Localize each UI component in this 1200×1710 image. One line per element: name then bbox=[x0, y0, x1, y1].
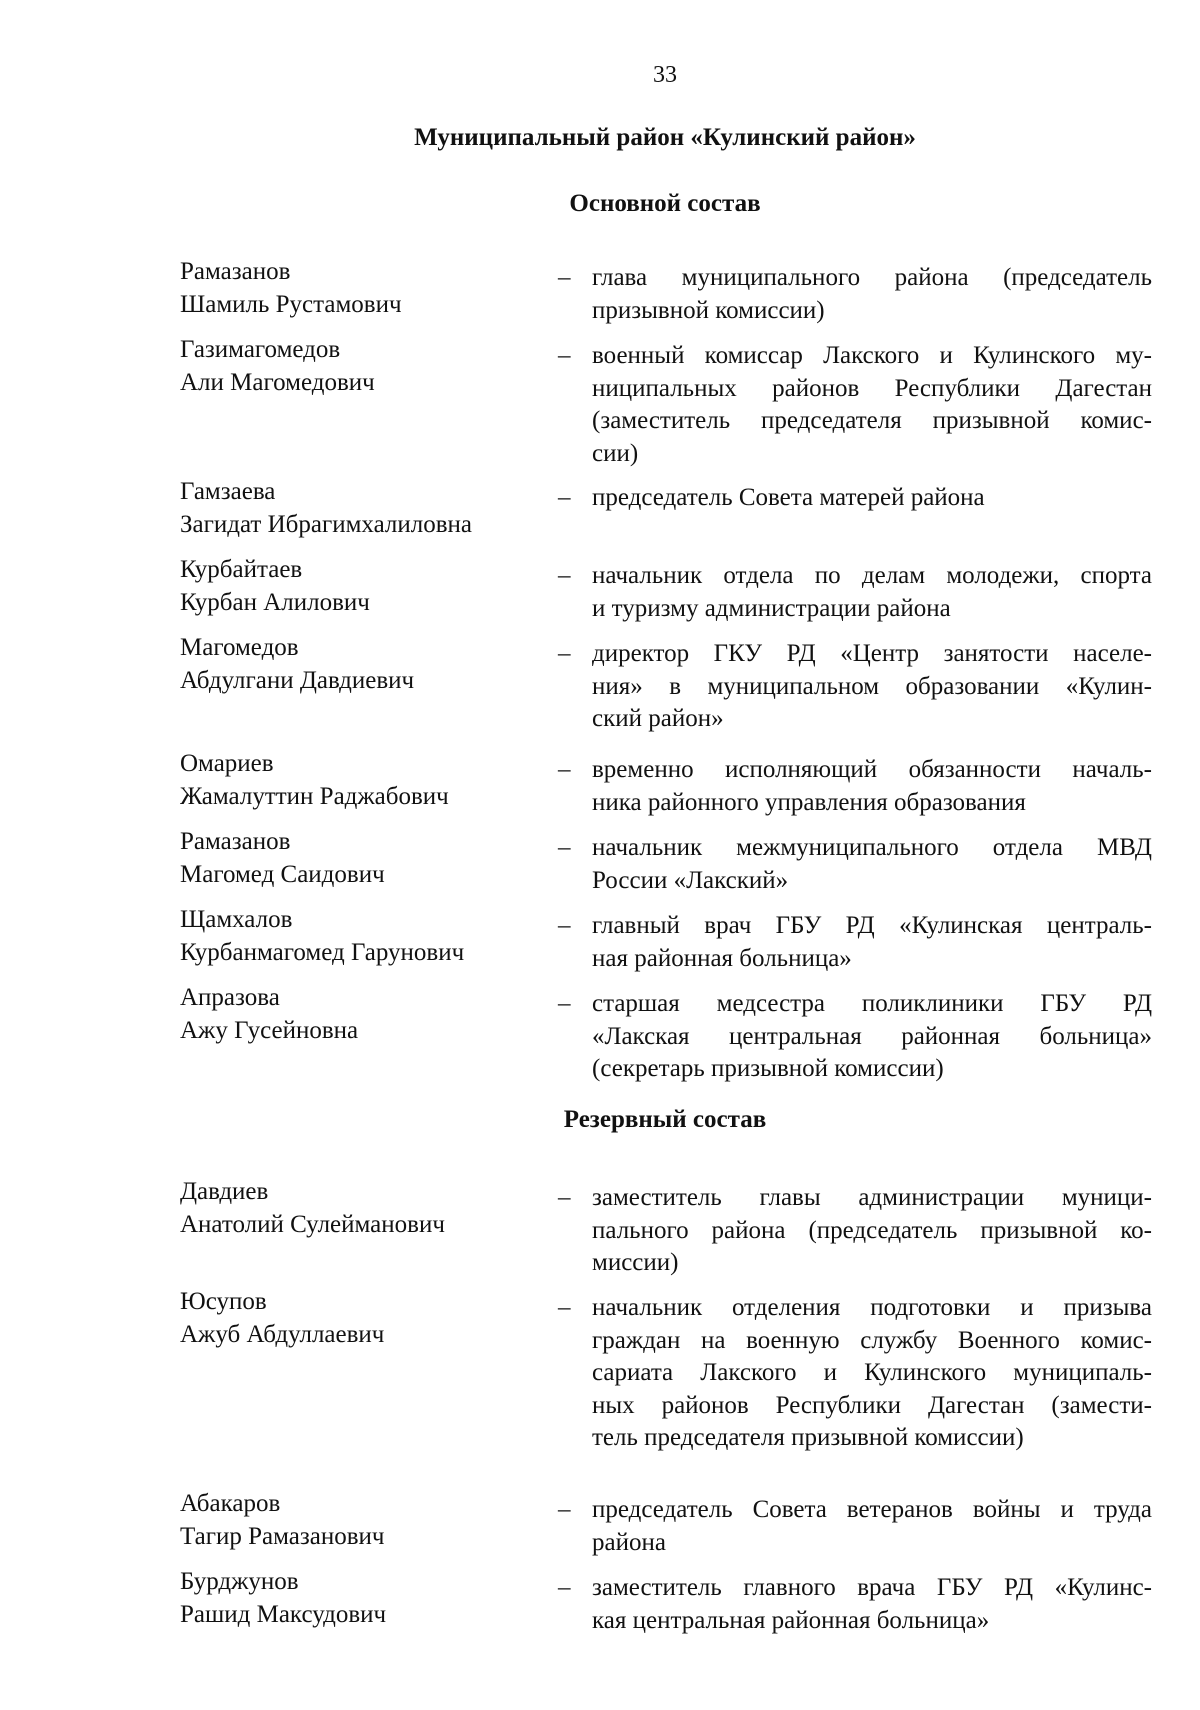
member-given-names: Абдулгани Давдиевич bbox=[180, 666, 415, 694]
member-name bbox=[180, 334, 540, 399]
member-surname: Апразова bbox=[180, 984, 280, 1011]
member-role bbox=[592, 262, 1152, 327]
role-line: призывной комиссии) bbox=[592, 296, 825, 324]
role-line: пального района (председатель призывной ко- bbox=[592, 1216, 1152, 1244]
dash-separator: – bbox=[558, 912, 571, 939]
member-role bbox=[592, 754, 1152, 819]
member-given-names: Тагир Рамазанович bbox=[180, 1522, 385, 1550]
role-line: тель председателя призывной комиссии) bbox=[592, 1424, 1024, 1451]
member-surname: Юсупов bbox=[180, 1288, 267, 1315]
member-name bbox=[180, 826, 540, 891]
member-role bbox=[592, 910, 1152, 975]
role-line: России «Лакский» bbox=[592, 866, 789, 894]
member-given-names: Ажу Гусейновна bbox=[180, 1016, 359, 1044]
role-line: военный комиссар Лакского и Кулинского му- bbox=[592, 342, 1152, 369]
role-line: (заместитель председателя призывной комис- bbox=[592, 407, 1152, 434]
member-role bbox=[592, 560, 1152, 625]
main-composition-heading: Основной состав bbox=[569, 190, 761, 217]
dash-separator: – bbox=[558, 562, 571, 589]
member-name bbox=[180, 1488, 540, 1553]
role-line: глава муниципального района (председатель bbox=[592, 264, 1152, 291]
member-name bbox=[180, 1286, 540, 1351]
role-line: ский район» bbox=[592, 705, 724, 732]
dash-separator: – bbox=[558, 1294, 571, 1321]
member-given-names: Шамиль Рустамович bbox=[180, 290, 402, 318]
member-given-names: Загидат Ибрагимхалиловна bbox=[180, 510, 473, 538]
member-surname: Щамхалов bbox=[180, 906, 293, 933]
role-line: временно исполняющий обязанности началь- bbox=[592, 756, 1152, 783]
role-line: «Лакская центральная районная больница» bbox=[592, 1022, 1152, 1050]
member-role bbox=[592, 638, 1152, 736]
member-surname: Курбайтаев bbox=[180, 556, 303, 583]
member-role bbox=[592, 832, 1152, 897]
dash-separator: – bbox=[558, 264, 571, 291]
role-line: заместитель главного врача ГБУ РД «Кулинс- bbox=[592, 1574, 1152, 1601]
role-line: старшая медсестра поликлиники ГБУ РД bbox=[592, 990, 1152, 1017]
member-name bbox=[180, 256, 540, 321]
role-line: сии) bbox=[592, 439, 639, 467]
role-line: и туризму администрации района bbox=[592, 594, 951, 622]
role-line: главный врач ГБУ РД «Кулинская централь- bbox=[592, 912, 1152, 939]
member-surname: Рамазанов bbox=[180, 828, 291, 855]
member-given-names: Магомед Саидович bbox=[180, 860, 385, 888]
member-given-names: Рашид Максудович bbox=[180, 1600, 387, 1628]
member-name bbox=[180, 904, 540, 969]
member-role bbox=[592, 482, 1152, 515]
role-line: ника районного управления образования bbox=[592, 788, 1026, 816]
member-given-names: Ажуб Абдуллаевич bbox=[180, 1320, 385, 1348]
role-line: начальник отделения подготовки и призыва bbox=[592, 1294, 1152, 1321]
role-line: миссии) bbox=[592, 1249, 679, 1276]
member-name bbox=[180, 476, 540, 541]
role-line: директор ГКУ РД «Центр занятости населе- bbox=[592, 640, 1152, 667]
role-line: начальник отдела по делам молодежи, спорта bbox=[592, 562, 1152, 589]
role-line: (секретарь призывной комиссии) bbox=[592, 1055, 944, 1082]
member-surname: Гамзаева bbox=[180, 478, 276, 505]
dash-separator: – bbox=[558, 1496, 571, 1523]
role-line: ная районная больница» bbox=[592, 944, 852, 972]
dash-separator: – bbox=[558, 756, 571, 783]
member-role bbox=[592, 340, 1152, 470]
member-name bbox=[180, 982, 540, 1047]
member-surname: Давдиев bbox=[180, 1178, 269, 1205]
dash-separator: – bbox=[558, 990, 571, 1017]
role-line: ных районов Республики Дагестан (замести- bbox=[592, 1391, 1152, 1419]
role-line: кая центральная районная больница» bbox=[592, 1606, 990, 1634]
dash-separator: – bbox=[558, 834, 571, 861]
member-surname: Абакаров bbox=[180, 1490, 281, 1517]
role-line: ния» в муниципальном образовании «Кулин- bbox=[592, 672, 1152, 700]
dash-separator: – bbox=[558, 342, 571, 369]
member-name bbox=[180, 1566, 540, 1631]
district-title: Муниципальный район «Кулинский район» bbox=[414, 124, 916, 151]
role-line: ниципальных районов Республики Дагестан bbox=[592, 374, 1152, 402]
member-surname: Бурджунов bbox=[180, 1568, 299, 1595]
member-surname: Магомедов bbox=[180, 634, 299, 661]
member-name bbox=[180, 554, 540, 619]
dash-separator: – bbox=[558, 1574, 571, 1601]
dash-separator: – bbox=[558, 1184, 571, 1211]
reserve-composition-heading: Резервный состав bbox=[563, 1106, 767, 1133]
member-given-names: Анатолий Сулейманович bbox=[180, 1210, 445, 1238]
page-number: 33 bbox=[653, 62, 677, 88]
role-line: председатель Совета ветеранов войны и труда bbox=[592, 1496, 1152, 1523]
member-role bbox=[592, 1494, 1152, 1559]
role-line: граждан на военную службу Военного комис- bbox=[592, 1326, 1152, 1354]
member-surname: Рамазанов bbox=[180, 258, 291, 285]
member-surname: Омариев bbox=[180, 750, 274, 777]
member-surname: Газимагомедов bbox=[180, 336, 341, 363]
member-name bbox=[180, 632, 540, 697]
member-role bbox=[592, 1182, 1152, 1280]
dash-separator: – bbox=[558, 640, 571, 667]
role-line: района bbox=[592, 1528, 666, 1556]
dash-separator: – bbox=[558, 484, 571, 511]
role-line: председатель Совета матерей района bbox=[592, 484, 985, 511]
role-line: сариата Лакского и Кулинского муниципаль- bbox=[592, 1359, 1152, 1386]
member-name bbox=[180, 748, 540, 813]
member-role bbox=[592, 988, 1152, 1086]
member-given-names: Жамалуттин Раджабович bbox=[180, 782, 449, 810]
member-given-names: Али Магомедович bbox=[180, 368, 375, 396]
member-role bbox=[592, 1292, 1152, 1455]
member-role bbox=[592, 1572, 1152, 1637]
member-given-names: Курбанмагомед Гарунович bbox=[180, 938, 465, 966]
role-line: заместитель главы администрации муници- bbox=[592, 1184, 1152, 1211]
member-name bbox=[180, 1176, 540, 1241]
member-given-names: Курбан Алилович bbox=[180, 588, 370, 616]
role-line: начальник межмуниципального отдела МВД bbox=[592, 834, 1152, 861]
